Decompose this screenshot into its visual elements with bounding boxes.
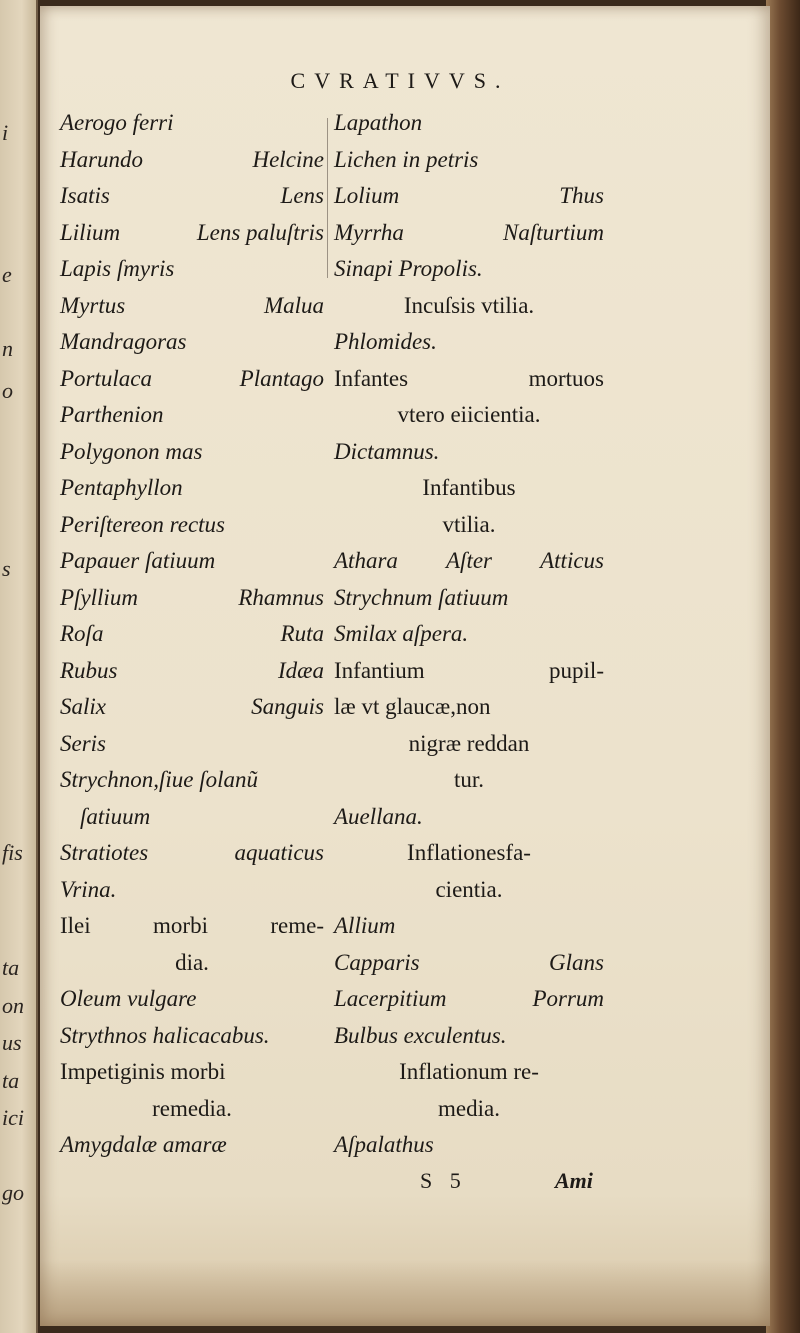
text-line [334,580,604,617]
left-column [60,105,324,1164]
text-line [334,872,604,909]
text-line [60,653,324,690]
text-fragment: reme- [270,913,324,938]
text-line [334,653,604,690]
facing-page-edge [0,0,38,1333]
text-line [60,616,324,653]
text-fragment: Lilium [60,219,121,245]
text-line [334,799,604,836]
text-fragment: Infantibus [422,475,516,500]
facing-page-fragment: i [2,120,9,145]
text-fragment: Aerogo ferri [60,110,174,135]
text-fragment: Sinapi Propolis. [334,256,483,281]
text-fragment: Sanguis [251,694,324,719]
text-line [60,762,324,799]
text-fragment: Lens paluſtris [196,219,324,245]
text-line [334,178,604,215]
text-fragment: aquaticus [234,840,324,865]
text-line [60,1091,324,1128]
text-line [60,288,324,325]
text-line [334,470,604,507]
text-fragment: Lapis ſmyris [60,256,175,281]
catchword: Ami [555,1168,593,1193]
text-fragment: remedia. [152,1095,232,1121]
text-fragment: Plantago [239,365,324,391]
signature-mark: S 5 [420,1168,467,1193]
text-fragment: Myrtus [60,292,126,318]
text-line [60,105,324,142]
text-fragment: mortuos [528,365,604,391]
text-fragment: Vrina. [60,876,117,902]
text-line [334,1018,604,1055]
text-fragment: Glans [549,949,604,975]
text-line [60,361,324,398]
text-fragment: Dictamnus. [334,438,440,464]
text-fragment: Ilei [60,913,91,938]
text-fragment: Infantium [334,657,425,683]
text-fragment: tur. [453,767,485,792]
text-fragment: ſatiuum [80,803,151,829]
text-line [60,1054,324,1091]
text-fragment: Myrrha [334,219,404,245]
facing-page-fragment: e [2,262,12,287]
text-fragment: Idæa [278,657,324,683]
text-line [60,908,324,945]
facing-page-fragment: on [2,993,24,1018]
text-fragment: Parthenion [60,402,164,427]
text-fragment: Polygonon mas [60,438,203,464]
text-line [334,616,604,653]
facing-page-fragment: go [2,1180,24,1205]
text-fragment: Capparis [334,949,420,975]
text-fragment: Thus [559,183,604,208]
text-fragment: fa- [505,840,531,865]
text-fragment: Roſa [60,621,104,646]
text-fragment: Aſpalathus [334,1132,434,1157]
text-fragment: pupil- [549,657,604,683]
text-line [334,288,604,325]
text-fragment: Lens [280,183,324,208]
facing-page-fragment: o [2,378,13,403]
text-line [60,1018,324,1055]
text-fragment: Auellana. [334,803,423,829]
text-line [60,580,324,617]
text-fragment: Athara [334,548,398,573]
text-fragment: Atticus [540,548,604,573]
text-line [334,1091,604,1128]
text-fragment: Infantes [334,365,409,391]
text-line [334,507,604,544]
text-fragment: Periſtereon rectus [60,511,225,537]
text-line [60,470,324,507]
text-fragment: Naſturtium [503,219,604,245]
facing-page-fragment: n [2,336,13,361]
text-fragment: læ vt glaucæ,non [334,694,491,719]
text-fragment: Aſter [446,548,492,573]
text-fragment: Bulbus exculentus. [334,1022,507,1048]
column-rule [327,118,328,278]
text-line [60,981,324,1018]
text-fragment: Rhamnus [238,584,324,610]
text-line [60,689,324,726]
facing-page-fragment: ta [2,955,20,980]
running-header: CVRATIVVS. [290,68,510,93]
page-stain [40,1260,770,1326]
facing-page-fragment: s [2,556,11,581]
text-line [60,872,324,909]
text-line [60,543,324,580]
text-line [334,908,604,945]
text-fragment: morbi [153,913,208,938]
text-line [334,397,604,434]
text-fragment: Ruta [280,621,324,646]
text-fragment: Lapathon [334,110,423,135]
text-line [334,251,604,288]
text-line [60,799,324,836]
text-fragment: Mandragoras [60,329,187,354]
text-line [334,142,604,179]
text-fragment: vtero eiicientia. [397,402,541,427]
text-line [334,324,604,361]
text-fragment: Isatis [60,183,110,208]
text-line [334,689,604,726]
text-line [60,945,324,982]
text-fragment: Strychnum ſatiuum [334,584,509,610]
text-fragment: Helcine [252,146,324,172]
text-line [60,434,324,471]
text-line [60,142,324,179]
text-fragment: Porrum [532,986,604,1011]
text-line [334,434,604,471]
text-line [60,397,324,434]
text-fragment: Amygdalæ amaræ [60,1132,227,1157]
text-fragment: Stratiotes [60,840,149,865]
text-fragment: Harundo [60,146,144,172]
text-fragment: dia. [175,949,209,975]
text-line [334,945,604,982]
text-line [334,726,604,763]
facing-page-fragment: us [2,1030,22,1055]
text-line [60,215,324,252]
text-fragment: Incuſsis vtilia. [403,292,535,318]
text-fragment: Papauer ſatiuum [60,548,216,573]
facing-page-fragment: fis [2,840,23,865]
text-line [60,835,324,872]
text-fragment: Malua [263,292,324,318]
text-line [334,215,604,252]
text-fragment: Salix [60,694,106,719]
text-fragment: Strychnon,ſiue ſolanũ [60,767,259,792]
text-fragment: Inflationes [407,840,506,865]
text-fragment: Lichen in petris [334,146,479,172]
text-line [334,361,604,398]
text-fragment: Strythnos halicacabus. [60,1022,270,1048]
text-line [334,1054,604,1091]
text-line [60,324,324,361]
text-fragment: Phlomides. [334,329,437,354]
text-fragment: Smilax aſpera. [334,621,469,646]
text-fragment: nigræ reddan [408,730,530,756]
facing-page-fragment: ta [2,1068,20,1093]
text-line [334,543,604,580]
book-edge [766,0,800,1333]
text-line [60,1127,324,1164]
text-fragment: cientia. [435,876,503,902]
text-line [60,178,324,215]
text-fragment: Lolium [334,183,400,208]
text-fragment: media. [438,1095,500,1121]
text-line [334,105,604,142]
text-fragment: Allium [334,913,396,938]
text-line [334,1127,604,1164]
facing-page-fragment: ici [2,1105,24,1130]
text-line [334,835,604,872]
text-fragment: vtilia. [442,511,496,537]
text-fragment: Lacerpitium [334,986,447,1011]
text-fragment: Portulaca [60,365,152,391]
text-line [60,507,324,544]
text-fragment: Pſyllium [60,584,138,610]
text-fragment: Rubus [60,657,118,683]
text-line [334,762,604,799]
text-line [334,981,604,1018]
right-column [334,105,604,1164]
text-fragment: Impetiginis morbi [60,1059,226,1084]
text-fragment: Pentaphyllon [60,475,183,500]
text-fragment: Seris [60,730,106,756]
text-line [60,726,324,763]
text-line [60,251,324,288]
text-fragment: Oleum vulgare [60,986,197,1011]
text-fragment: Inflationum re- [399,1059,539,1084]
